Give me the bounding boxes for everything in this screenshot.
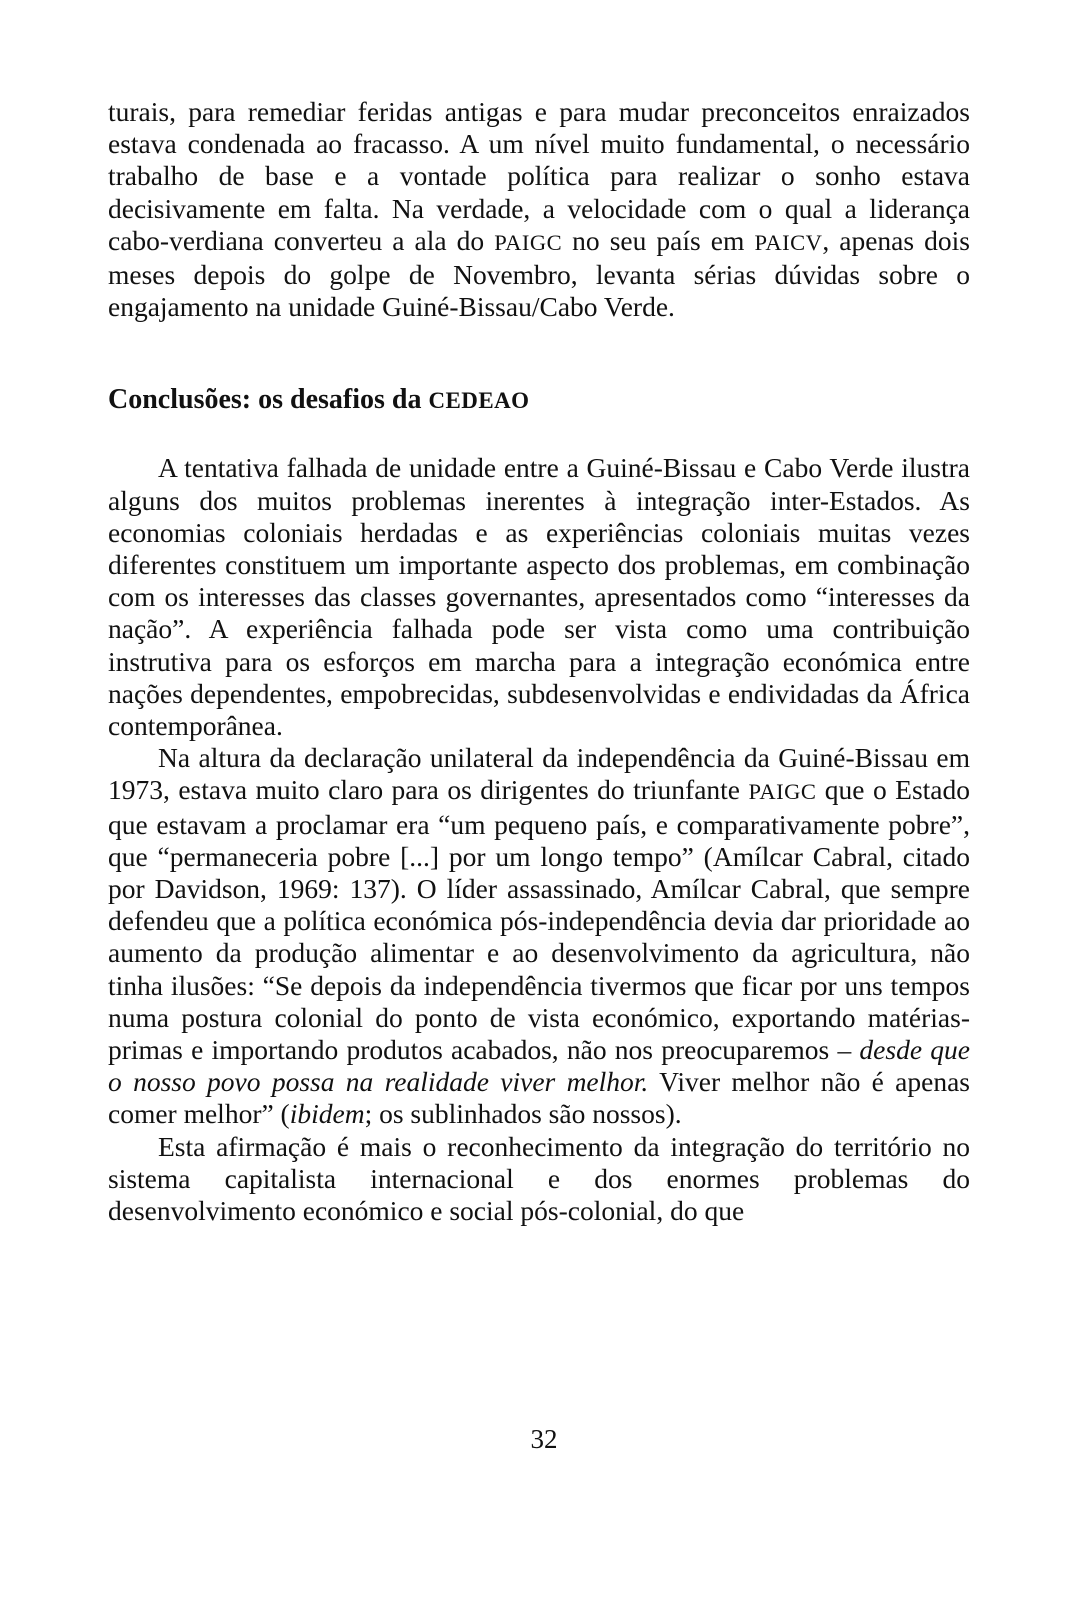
paragraph-3 [108,742,970,1130]
paragraph-2: A tentativa falhada de unidade entre a Guiné-Bissau e Cabo Verde ilustra alguns dos muitos problemas inerentes à integração inter-Estados. As economias coloniais herdadas e as experiências coloniais muitas vezes diferentes constituem um importante aspecto dos problemas, em combinação com os interesses das classes governantes, apresentados como “interesses da nação”. A experiência falhada pode ser vista como uma contribuição instrutiva para os esforços em marcha para a integração económica entre nações dependentes, empobrecidas, subdesenvolvidas e endividadas da África contemporânea. [108,452,970,742]
acronym-paigc-2: PAIGC [748,779,817,805]
paragraph-1-text-a: turais, para remediar feridas antigas e para mudar preconceitos enraizados estava condenada ao fracasso. A um nível muito fundamental, o necessário trabalho de base e a vontade política para realizar o sonho estava decisivamente em falta. Na verdade, a velocidade com o qual a liderança cabo-verdiana converteu a ala do [108,96,970,256]
paragraph-4: Esta afirmação é mais o reconhecimento da integração do território no sistema capitalista internacional e dos enormes problemas do desenvolvimento económico e social pós-colonial, do que [108,1130,970,1227]
paragraph-1-text-c: , apenas dois meses depois do golpe de Novembro, levanta sérias dúvidas sobre o engajamento na unidade Guiné-Bissau/Cabo Verde. [108,224,970,323]
paragraph-continued [108,96,970,323]
paragraph-3-text-a: Na altura da declaração unilateral da independência da Guiné-Bissau em 1973, estava muito claro para os dirigentes do triunfante [108,742,970,806]
acronym-paigc: PAIGC [494,229,563,255]
acronym-paicv: PAICV [754,229,823,255]
paragraph-1-text-b: no seu país em [562,224,755,256]
page-body [108,96,970,1227]
paragraph-3-text-c: Viver melhor não é apenas comer melhor” ( [108,1066,970,1130]
italic-ibidem: ibidem [289,1098,365,1130]
section-heading-text: Conclusões: os desafios da [108,384,429,416]
section-heading-acronym: CEDEAO [428,388,530,414]
section-heading [108,383,970,418]
paragraph-3-text-b: que o Estado que estavam a proclamar era “um pequeno país, e comparativamente pobre”, que “permaneceria pobre [...] por um longo tempo” (Amílcar Cabral, citado por Davidson, 1969: 137). O líder assassinado, Amílcar Cabral, que sempre defendeu que a política económica pós-independência devia dar prioridade ao aumento da produção alimentar e ao desenvolvimento da agricultura, não tinha ilusões: “Se depois da independência tivermos que ficar por uns tempos numa postura colonial do ponto de vista económico, exportando matérias-primas e importando produtos acabados, não nos preocuparemos [108,774,970,1066]
paragraph-3-text-d: ; os sublinhados são nossos). [364,1098,682,1130]
italic-quote: – desde que o nosso povo possa na realidade viver melhor. [108,1034,970,1098]
page-number: 32 [530,1424,558,1454]
